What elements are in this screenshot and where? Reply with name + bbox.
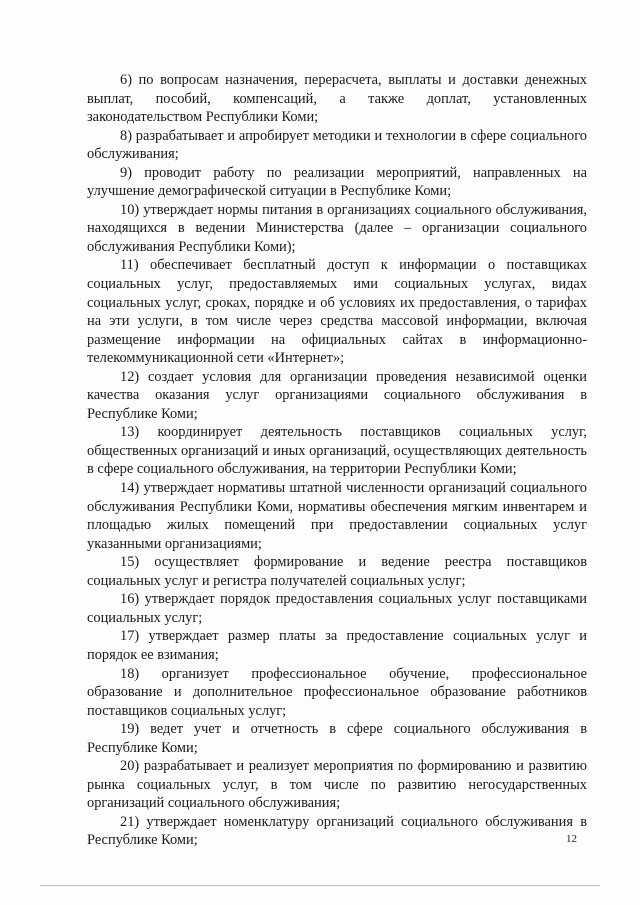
paragraph-item-20: 20) разрабатывает и реализует мероприятия по формированию и развитию рынка социальных услуг, в том числе по развитию негосударственных организаций социального обслуживания; — [87, 758, 587, 812]
paragraph-item-11: 11) обеспечивает бесплатный доступ к информации о поставщиках социальных услуг, предоставляемых ими социальных услугах, видах социальных услуг, сроках, порядке и об условиях их предоставления, о тарифах на эти услуги, в том числе через средства массовой информации, включая размещение информации на официальных сайтах в информационно-телекоммуникационной сети «Интернет»; — [87, 257, 587, 367]
paragraph-item-9: 9) проводит работу по реализации мероприятий, направленных на улучшение демографической ситуации в Республике Коми; — [87, 164, 587, 200]
paragraph-item-14: 14) утверждает нормативы штатной численности организаций социального обслуживания Республики Коми, нормативы обеспечения мягким инвентарем и площадью жилых помещений при предоставлении социальных услуг указанными организациями; — [87, 480, 587, 552]
paragraph-item-12: 12) создает условия для организации проведения независимой оценки качества оказания услуг организациями социального обслуживания в Республике Коми; — [87, 368, 587, 422]
paragraph-item-15: 15) осуществляет формирование и ведение реестра поставщиков социальных услуг и регистра получателей социальных услуг; — [87, 554, 587, 589]
paragraph-item-13: 13) координирует деятельность поставщиков социальных услуг, общественных организаций и иных организаций, осуществляющих деятельность в сфере социального обслуживания, на территории Республики Коми; — [87, 424, 587, 478]
paragraph-item-17: 17) утверждает размер платы за предоставление социальных услуг и порядок ее взимания; — [87, 628, 587, 663]
paragraph-item-19: 19) ведет учет и отчетность в сфере социального обслуживания в Республике Коми; — [87, 721, 587, 756]
paragraph-item-21: 21) утверждает номенклатуру организаций социального обслуживания в Республике Коми; — [87, 813, 587, 849]
paragraph-item-18: 18) организует профессиональное обучение, профессиональное образование и дополнительное профессиональное образование работников поставщиков социальных услуг; — [87, 665, 587, 719]
paragraph-item-8: 8) разрабатывает и апробирует методики и технологии в сфере социального обслуживания; — [87, 127, 587, 163]
paragraph-item-6: 6) по вопросам назначения, перерасчета, выплаты и доставки денежных выплат, пособий, компенсаций, а также доплат, установленных законодательством Республики Коми; — [87, 72, 587, 126]
bottom-rule — [40, 885, 600, 886]
page-number: 12 — [566, 833, 577, 845]
paragraph-item-16: 16) утверждает порядок предоставления социальных услуг поставщиками социальных услуг; — [87, 591, 587, 626]
paragraph-item-10: 10) утверждает нормы питания в организациях социального обслуживания, находящихся в ведении Министерства (далее – организации социального обслуживания Республики Коми); — [87, 201, 587, 255]
document-body — [87, 71, 587, 850]
